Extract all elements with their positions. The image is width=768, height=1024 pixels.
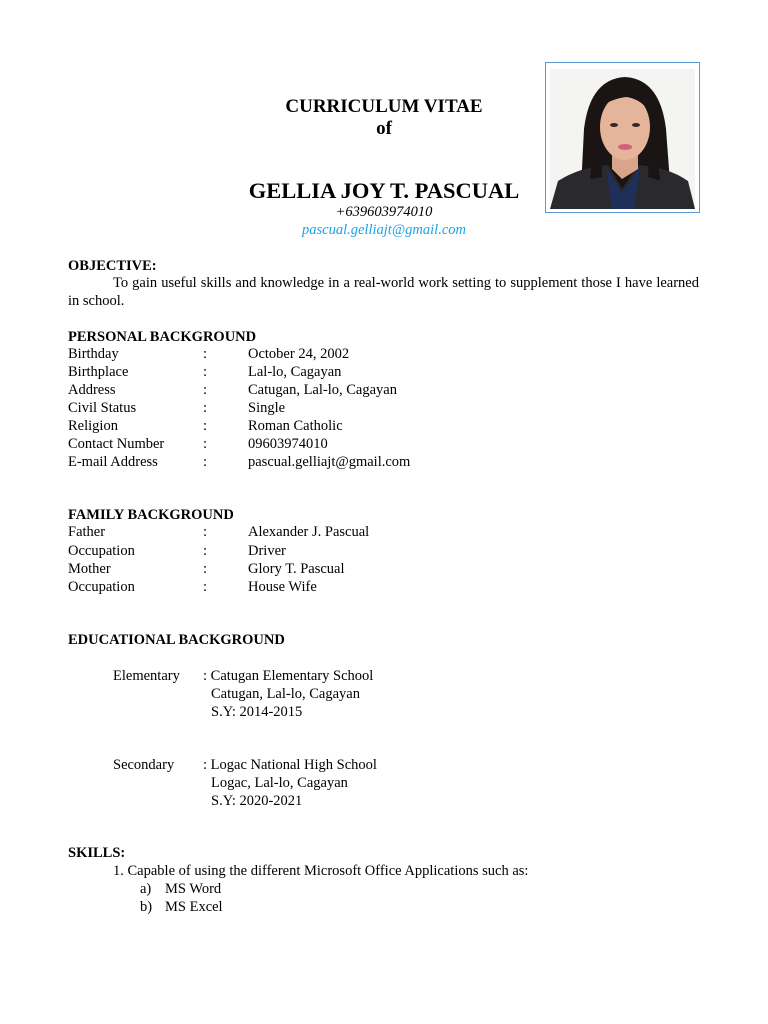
education-entry-secondary bbox=[113, 756, 513, 816]
row-label: Occupation bbox=[68, 579, 135, 595]
row-value: Roman Catholic bbox=[248, 418, 343, 434]
education-details bbox=[203, 667, 373, 721]
row-value: Catugan, Lal-lo, Cagayan bbox=[248, 382, 397, 398]
row-value: pascual.gelliajt@gmail.com bbox=[248, 454, 411, 470]
education-level: Secondary bbox=[113, 757, 175, 773]
applicant-email-link[interactable]: pascual.gelliajt@gmail.com bbox=[302, 222, 466, 238]
row-value: Single bbox=[248, 400, 286, 416]
education-details bbox=[203, 756, 377, 810]
applicant-name: GELLIA JOY T. PASCUAL bbox=[248, 178, 520, 203]
skill-item-1: 1. Capable of using the different Microsoft Office Applications such as: bbox=[113, 863, 529, 879]
school-year: S.Y: 2020-2021 bbox=[211, 793, 303, 809]
row-label: E-mail Address bbox=[68, 454, 158, 470]
row-colon: : bbox=[203, 454, 208, 470]
row-label: Contact Number bbox=[68, 436, 165, 452]
row-colon: : bbox=[203, 524, 208, 540]
objective-heading: OBJECTIVE: bbox=[68, 258, 157, 274]
education-level: Elementary bbox=[113, 668, 180, 684]
skill-subitem-ms-word bbox=[140, 880, 221, 898]
skill-subitem-ms-excel bbox=[140, 898, 223, 916]
list-text: MS Word bbox=[165, 881, 222, 897]
cv-title-of: of bbox=[376, 118, 392, 139]
row-colon: : bbox=[203, 436, 208, 452]
profile-photo-frame bbox=[545, 62, 700, 213]
list-text: MS Excel bbox=[165, 899, 223, 915]
row-label: Civil Status bbox=[68, 400, 137, 416]
personal-background-heading: PERSONAL BACKGROUND bbox=[68, 329, 257, 345]
row-value: Alexander J. Pascual bbox=[248, 524, 370, 540]
row-label: Religion bbox=[68, 418, 118, 434]
row-colon: : bbox=[203, 364, 208, 380]
row-colon: : bbox=[203, 400, 208, 416]
row-value: October 24, 2002 bbox=[248, 346, 350, 362]
school-name: : Logac National High School bbox=[203, 757, 377, 773]
row-colon: : bbox=[203, 418, 208, 434]
row-value: 09603974010 bbox=[248, 436, 328, 452]
school-location: Logac, Lal-lo, Cagayan bbox=[211, 775, 348, 791]
row-colon: : bbox=[203, 382, 208, 398]
list-letter: b) bbox=[140, 899, 153, 915]
row-label: Mother bbox=[68, 561, 111, 577]
row-value: Driver bbox=[248, 543, 286, 559]
row-colon: : bbox=[203, 579, 208, 595]
row-label: Birthplace bbox=[68, 364, 129, 380]
row-value: House Wife bbox=[248, 579, 317, 595]
row-label: Birthday bbox=[68, 346, 119, 362]
cv-title: CURRICULUM VITAE bbox=[285, 96, 483, 117]
school-year: S.Y: 2014-2015 bbox=[211, 704, 303, 720]
skills-heading: SKILLS: bbox=[68, 845, 126, 861]
education-entry-elementary bbox=[113, 667, 513, 727]
row-label: Address bbox=[68, 382, 116, 398]
applicant-phone: +639603974010 bbox=[335, 204, 433, 220]
row-label: Father bbox=[68, 524, 106, 540]
list-letter: a) bbox=[140, 881, 152, 897]
row-colon: : bbox=[203, 346, 208, 362]
school-name: : Catugan Elementary School bbox=[203, 668, 374, 684]
family-background-heading: FAMILY BACKGROUND bbox=[68, 507, 234, 523]
row-label: Occupation bbox=[68, 543, 135, 559]
objective-text: To gain useful skills and knowledge in a real-world work setting to supplement those I have learned in school. bbox=[68, 275, 699, 309]
school-location: Catugan, Lal-lo, Cagayan bbox=[211, 686, 360, 702]
profile-photo bbox=[550, 69, 695, 209]
row-value: Lal-lo, Cagayan bbox=[248, 364, 342, 380]
row-colon: : bbox=[203, 561, 208, 577]
row-value: Glory T. Pascual bbox=[248, 561, 345, 577]
row-colon: : bbox=[203, 543, 208, 559]
educational-background-heading: EDUCATIONAL BACKGROUND bbox=[68, 632, 285, 648]
